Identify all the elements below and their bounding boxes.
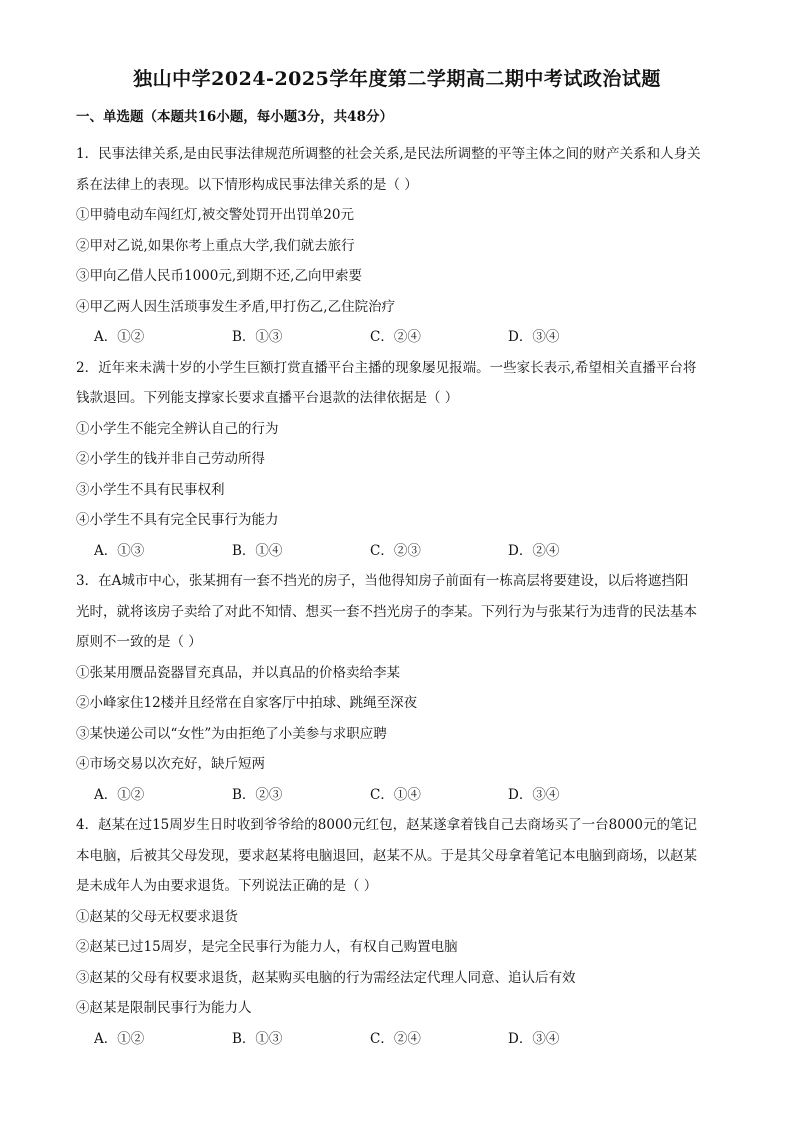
question-statement: ③小学生不具有民事权利 — [76, 481, 225, 498]
question-stem-line: 系在法律上的表现。以下情形构成民事法律关系的是（ ） — [76, 176, 418, 193]
question-stem-line: 2．近年来未满十岁的小学生巨额打赏直播平台主播的现象屡见报端。一些家长表示,希望相关直播平台将 — [76, 359, 697, 376]
question-statement: ②小学生的钱并非自己劳动所得 — [76, 451, 265, 467]
question-stem-line: 钱款退回。下列能支撑家长要求直播平台退款的法律依据是（ ） — [76, 390, 459, 406]
question-statement: ④甲乙两人因生活琐事发生矛盾,甲打伤乙,乙住院治疗 — [76, 298, 396, 315]
question-statement: ③赵某的父母有权要求退货，赵某购买电脑的行为需经法定代理人同意、追认后有效 — [76, 969, 576, 986]
answer-option[interactable]: D．③④ — [508, 1030, 560, 1047]
section-heading: 一、单选题（本题共16小题，每小题3分，共48分） — [76, 109, 393, 125]
question-statement: ④市场交易以次充好，缺斤短两 — [76, 756, 265, 772]
question-statement: ①小学生不能完全辨认自己的行为 — [76, 420, 279, 437]
answer-option[interactable]: C．①④ — [370, 786, 421, 803]
question-2 — [76, 353, 718, 567]
question-3 — [76, 566, 718, 810]
answer-options — [76, 536, 718, 567]
answer-option[interactable]: D．②④ — [508, 542, 560, 559]
question-list — [76, 139, 718, 1054]
answer-option[interactable]: A．①② — [94, 329, 145, 345]
answer-options — [76, 1024, 718, 1055]
answer-option[interactable]: C．②③ — [370, 542, 421, 559]
answer-option[interactable]: A．①③ — [94, 542, 145, 559]
answer-option[interactable]: D．③④ — [508, 786, 560, 803]
answer-options — [76, 780, 718, 811]
question-statement: ①张某用赝品瓷器冒充真品，并以真品的价格卖给李某 — [76, 664, 400, 681]
question-statement: ②甲对乙说,如果你考上重点大学,我们就去旅行 — [76, 237, 355, 254]
question-statement: ②小峰家住12楼并且经常在自家客厅中拍球、跳绳至深夜 — [76, 695, 418, 711]
answer-option[interactable]: A．①② — [94, 1030, 145, 1047]
answer-option[interactable]: B．①④ — [232, 542, 283, 559]
question-statement: ④赵某是限制民事行为能力人 — [76, 1000, 252, 1016]
question-statement: ③甲向乙借人民币1000元,到期不还,乙向甲索要 — [76, 268, 362, 284]
answer-option[interactable]: D．③④ — [508, 329, 560, 345]
answer-option[interactable]: B．②③ — [232, 786, 283, 803]
exam-title: 独山中学2024-2025学年度第二学期高二期中考试政治试题 — [133, 68, 661, 90]
answer-options — [76, 322, 718, 353]
question-statement: ①赵某的父母无权要求退货 — [76, 908, 238, 925]
question-stem-line: 3．在A城市中心，张某拥有一套不挡光的房子，当他得知房子前面有一栋高层将要建设，以后将遮挡阳 — [76, 573, 689, 589]
question-statement: ②赵某已过15周岁，是完全民事行为能力人，有权自己购置电脑 — [76, 939, 458, 955]
question-statement: ③某快递公司以“女性”为由拒绝了小美参与求职应聘 — [76, 725, 387, 742]
question-4 — [76, 810, 718, 1054]
question-stem-line: 是未成年人为由要求退货。下列说法正确的是（ ） — [76, 878, 378, 894]
question-stem-line: 1．民事法律关系,是由民事法律规范所调整的社会关系,是民法所调整的平等主体之间的财产关系和人身关 — [76, 146, 701, 162]
answer-option[interactable]: C．②④ — [370, 1030, 421, 1047]
answer-option[interactable]: B．①③ — [232, 329, 283, 345]
question-stem-line: 光时，就将该房子卖给了对此不知情、想买一套不挡光房子的李某。下列行为与张某行为违背的民法基本 — [76, 603, 697, 620]
question-1 — [76, 139, 718, 353]
question-stem-line: 本电脑，后被其父母发现，要求赵某将电脑退回，赵某不从。于是其父母拿着笔记本电脑到商场，以赵某 — [76, 847, 697, 864]
answer-option[interactable]: A．①② — [94, 786, 145, 803]
question-statement: ①甲骑电动车闯红灯,被交警处罚开出罚单20元 — [76, 207, 354, 223]
question-stem-line: 原则不一致的是（ ） — [76, 634, 202, 650]
question-statement: ④小学生不具有完全民事行为能力 — [76, 512, 279, 528]
answer-option[interactable]: C．②④ — [370, 329, 421, 345]
answer-option[interactable]: B．①③ — [232, 1030, 283, 1047]
question-stem-line: 4．赵某在过15周岁生日时收到爷爷给的8000元红包，赵某遂拿着钱自己去商场买了一台8000元的笔记 — [76, 817, 697, 833]
